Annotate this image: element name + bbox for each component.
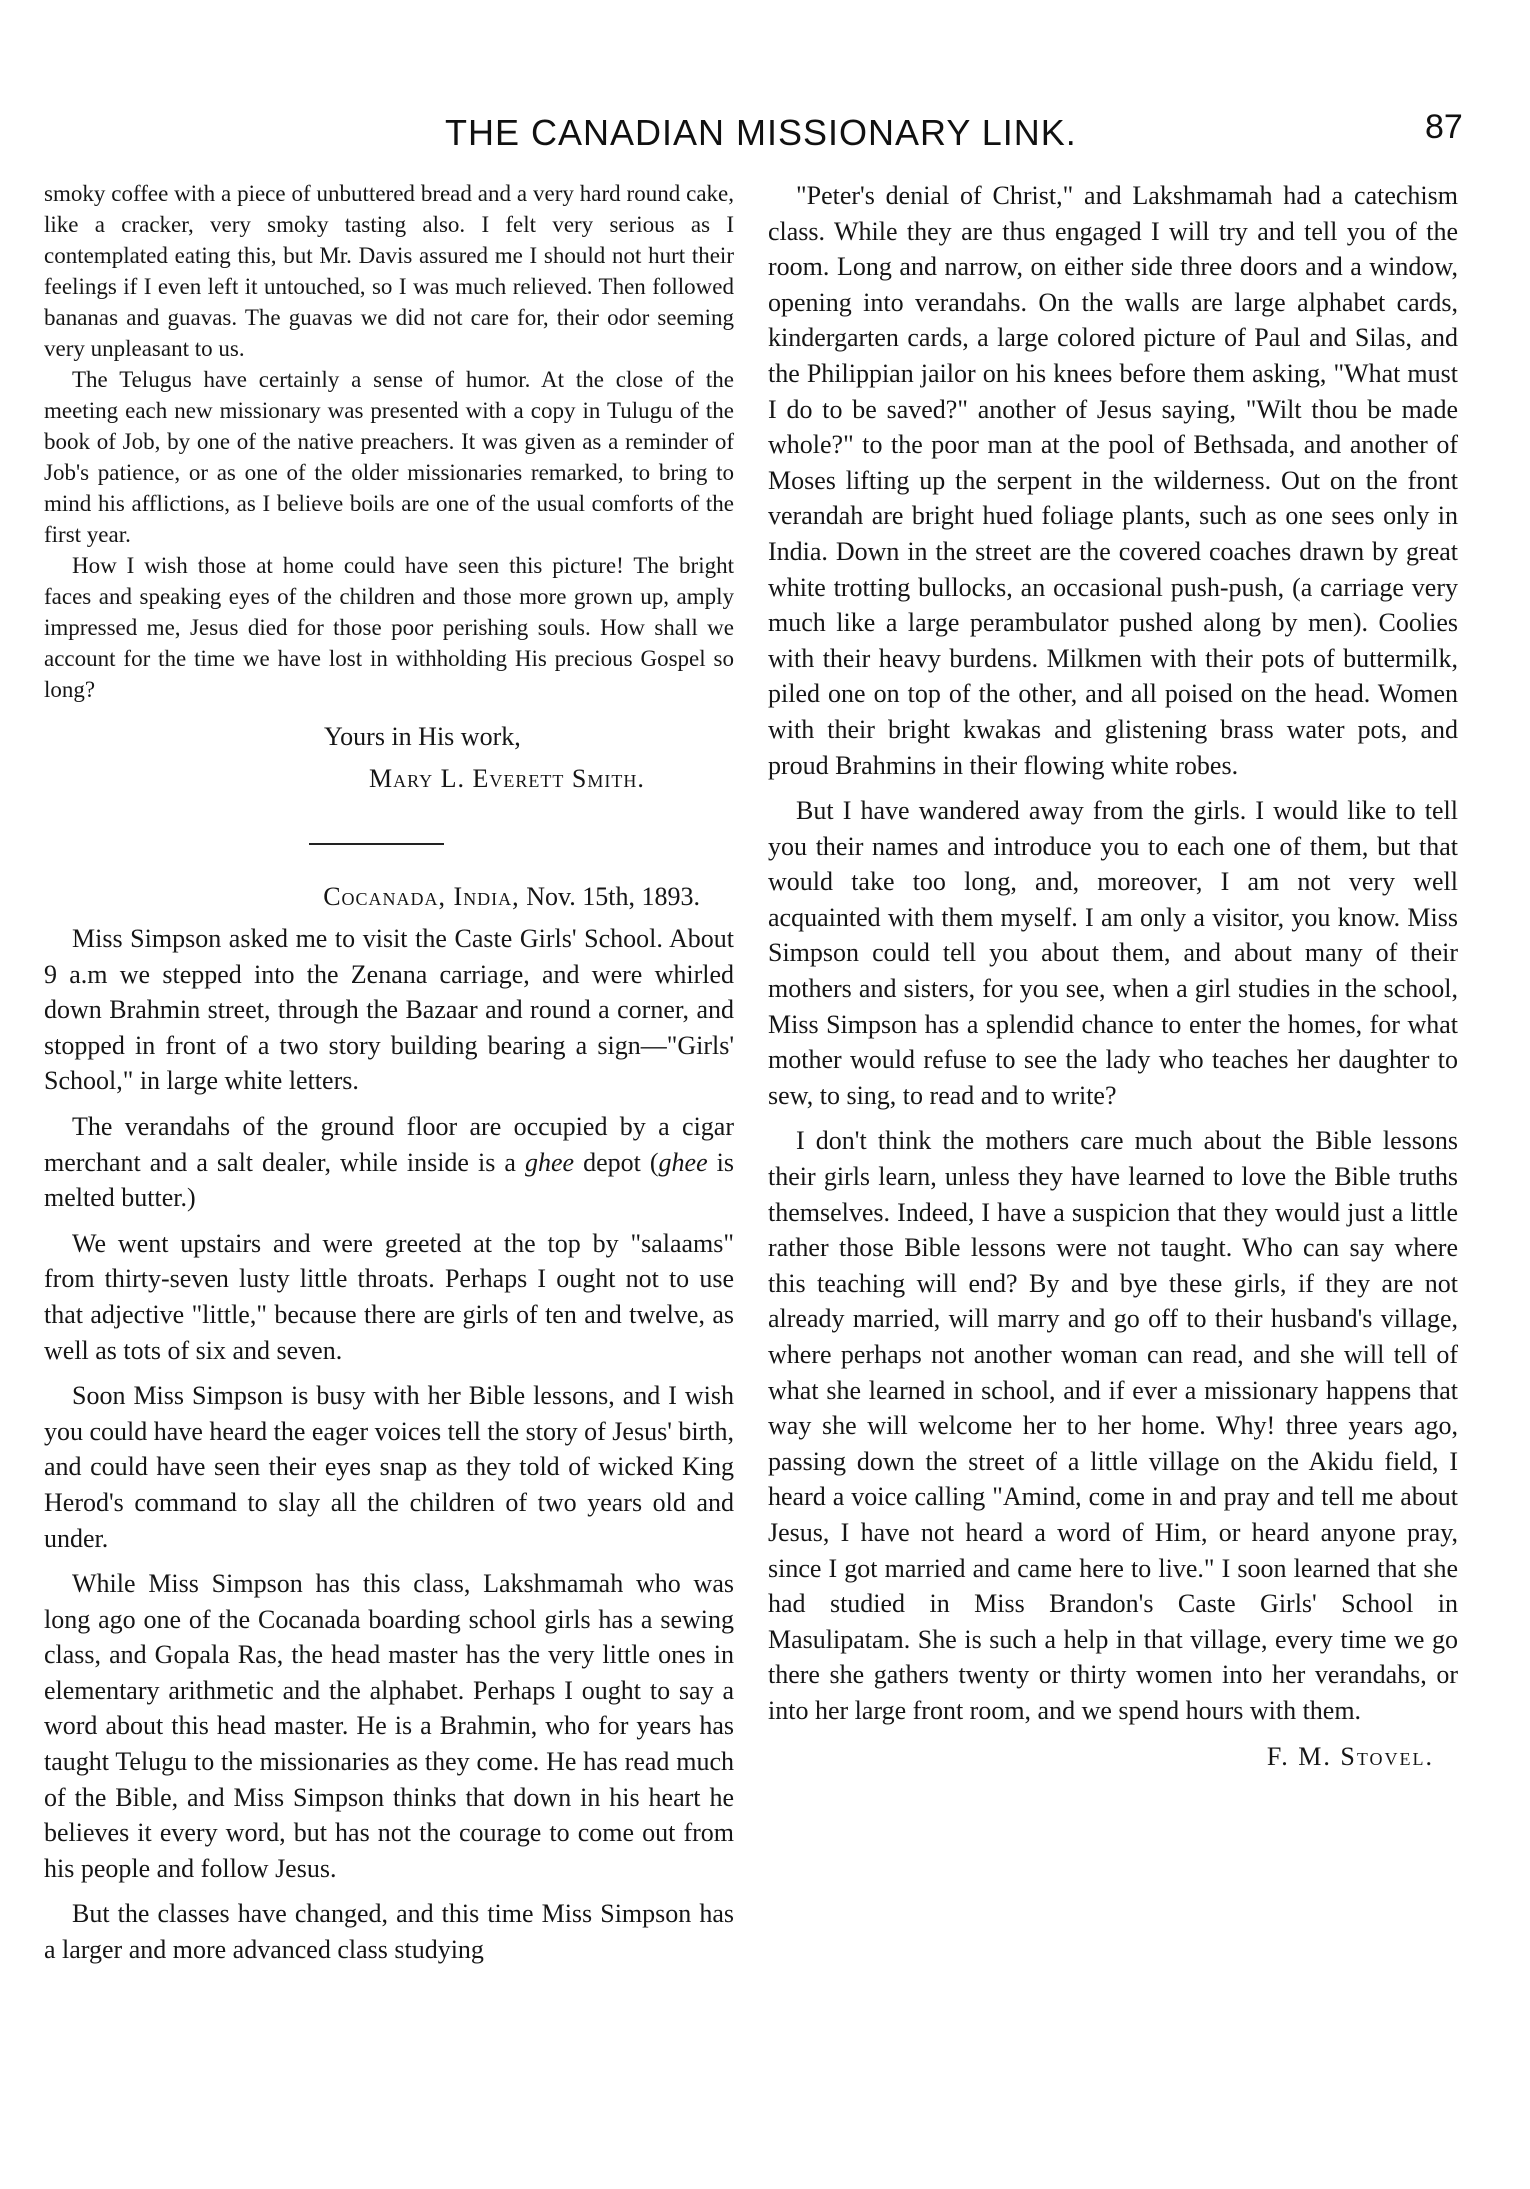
- dateline-date: Nov. 15th, 1893.: [526, 882, 700, 911]
- paragraph: I don't think the mothers care much about the Bible lessons their girls learn, unless they have learned to love the Bible truths themselves. Indeed, I have a suspicion that they would just a little rather those Bible lessons were not taught. Who can say where this teaching will end? By and bye these girls, if they are not already married, will marry and go off to their husband's village, where perhaps not another woman can read, and she will tell of what she learned in school, and if ever a missionary happens that way she will welcome her to her home. Why! three years ago, passing down the street of a little village on the Akidu field, I heard a voice calling "Amind, come in and pray and tell me about Jesus, I have not heard a word of Him, or heard anyone pray, since I got married and came here to live." I soon learned that she had studied in Miss Brandon's Caste Girls' School in Masulipatam. She is such a help in that village, every time we go there she gathers twenty or thirty women into her verandahs, or into her large front room, and we spend hours with them.: [768, 1126, 1458, 1725]
- paragraph: How I wish those at home could have seen this picture! The bright faces and speaking eyes of the children and those more grown up, amply impressed me, Jesus died for those poor perishing souls. How shall we account for the time we have lost in withholding His precious Gospel so long?: [44, 553, 734, 702]
- signature: F. M. Stovel.: [1266, 1741, 1434, 1771]
- paragraph: We went upstairs and were greeted at the top by "salaams" from thirty-seven lusty little throats. Perhaps I ought not to use that adjective "little," because there are girls of ten and twelve, as well as tots of six and seven.: [44, 1228, 734, 1365]
- left-column: [44, 178, 734, 1978]
- paragraph: [44, 1109, 734, 1216]
- closing-line: Yours in His work,: [324, 722, 521, 751]
- text-run: is melted butter.): [44, 1147, 735, 1213]
- text-run: The verandahs of the ground floor are occupied by a cigar merchant and a salt dealer, while inside is a: [44, 1111, 734, 1177]
- dateline-place: Cocanada, India,: [323, 882, 520, 911]
- journal-title: THE CANADIAN MISSIONARY LINK.: [445, 112, 1077, 153]
- italic-term: ghee: [658, 1147, 708, 1177]
- letter-signoff: [44, 717, 734, 801]
- paragraph: But the classes have changed, and this time Miss Simpson has a larger and more advanced class studying: [44, 1899, 734, 1965]
- right-column: [768, 178, 1458, 1774]
- paragraph: "Peter's denial of Christ," and Lakshmamah had a catechism class. While they are thus engaged I will try and tell you of the room. Long and narrow, on either side three doors and a window, opening into verandahs. On the walls are large alphabet cards, kindergarten cards, a large colored picture of Paul and Silas, and the Philippian jailor on his knees before them asking, "What must I do to be saved?" another of Jesus saying, "Wilt thou be made whole?" to the poor man at the pool of Bethsada, and another of Moses lifting up the serpent in the wilderness. Out on the front verandah are bright hued foliage plants, such as one sees only in India. Down in the street are the covered coaches drawn by great white trotting bullocks, an occasional push-push, (a carriage very much like a large perambulator pushed along by men). Coolies with their heavy burdens. Milkmen with their pots of buttermilk, piled one on top of the other, and all poised on the head. Women with their bright kwakas and glistening brass water pots, and proud Brahmins in their flowing white robes.: [768, 181, 1458, 780]
- text-run: depot (: [574, 1147, 659, 1177]
- signature: Mary L. Everett Smith.: [369, 764, 645, 793]
- paragraph: smoky coffee with a piece of unbuttered bread and a very hard round cake, like a cracker, very smoky tasting also. I felt very serious as I contemplated eating this, but Mr. Davis assured me I should not hurt their feelings if I even left it untouched, so I was much relieved. Then followed bananas and guavas. The guavas we did not care for, their odor seeming very unpleasant to us.: [44, 181, 734, 361]
- paragraph: Soon Miss Simpson is busy with her Bible lessons, and I wish you could have heard the eager voices tell the story of Jesus' birth, and could have seen their eyes snap as they told of wicked King Herod's command to slay all the children of two years old and under.: [44, 1381, 734, 1553]
- dateline: [44, 879, 700, 915]
- page-header: [0, 108, 1530, 160]
- section-divider: [309, 843, 444, 845]
- italic-term: ghee: [524, 1147, 575, 1177]
- paragraph: The Telugus have certainly a sense of humor. At the close of the meeting each new missionary was presented with a copy in Tulugu of the book of Job, by one of the native preachers. It was given as a reminder of Job's patience, or as one of the older missionaries remarked, to bring to mind his afflictions, as I believe boils are one of the usual comforts of the first year.: [44, 367, 734, 547]
- paragraph: While Miss Simpson has this class, Lakshmamah who was long ago one of the Cocanada boarding school girls has a sewing class, and Gopala Ras, the head master has the very little ones in elementary arithmetic and the alphabet. Perhaps I ought to say a word about this head master. He is a Brahmin, who for years has taught Telugu to the missionaries as they come. He has read much of the Bible, and Miss Simpson thinks that down in his heart he believes it every word, but has not the courage to come out from his people and follow Jesus.: [44, 1569, 734, 1883]
- paragraph: But I have wandered away from the girls. I would like to tell you their names and introduce you to each one of them, but that would take too long, and, moreover, I am not very well acquainted with them myself. I am only a visitor, you know. Miss Simpson could tell you about them, and about many of their mothers and sisters, for you see, when a girl studies in the school, Miss Simpson has a splendid chance to enter the homes, for what mother would refuse to see the lady who teaches her daughter to sew, to sing, to read and to write?: [768, 796, 1458, 1110]
- paragraph: Miss Simpson asked me to visit the Caste Girls' School. About 9 a.m we stepped into the Zenana carriage, and were whirled down Brahmin street, through the Bazaar and round a corner, and stopped in front of a two story building bearing a sign—"Girls' School," in large white letters.: [44, 924, 734, 1096]
- page-number: 87: [1425, 108, 1463, 146]
